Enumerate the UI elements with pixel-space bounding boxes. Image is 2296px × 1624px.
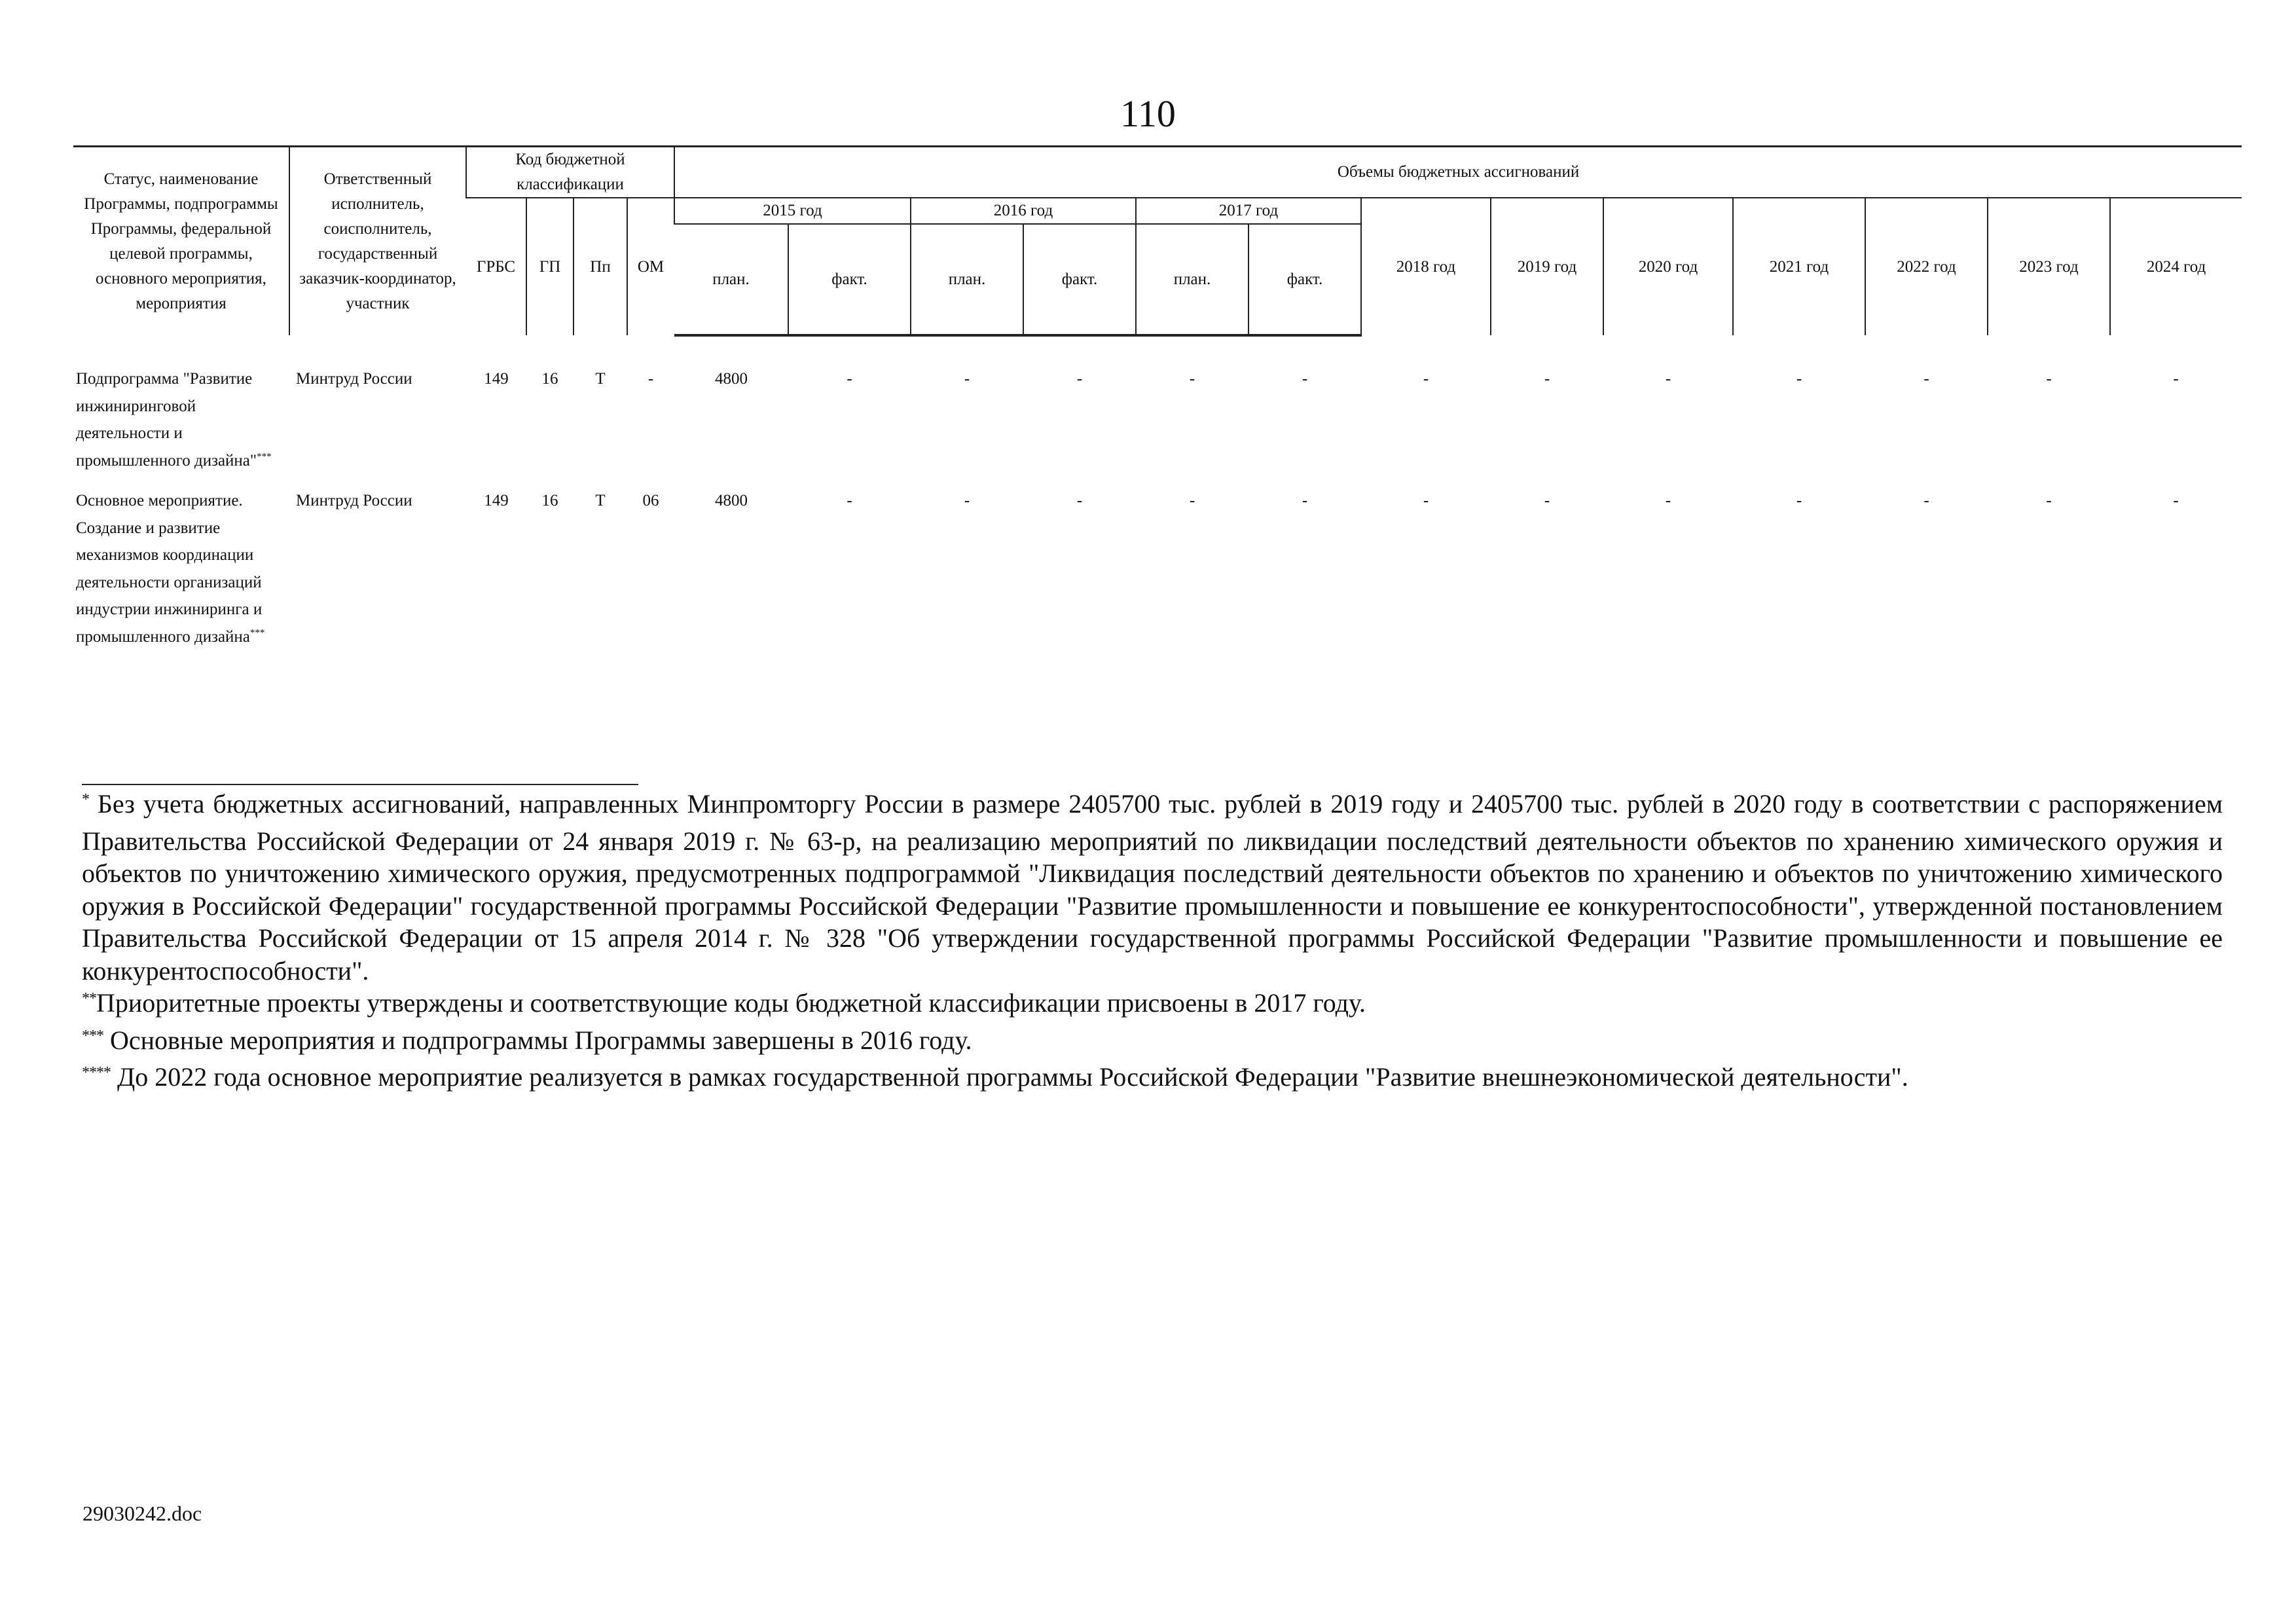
row-value: -: [1544, 492, 1550, 509]
row-om: 06: [642, 492, 659, 509]
row-value: -: [964, 492, 970, 509]
header-status: Статус, наименование Программы, подпрограммы Программы, федеральной целевой программы, основного мероприятия, мероприятия: [73, 147, 289, 336]
row-executor: Минтруд России: [296, 492, 412, 509]
header-2015-plan: план.: [674, 224, 788, 335]
document-filename: 29030242.doc: [82, 1502, 202, 1525]
footnote-3: *** Основные мероприятия и подпрограммы Программы завершены в 2016 году.: [82, 1025, 972, 1055]
row-value: -: [2173, 370, 2179, 388]
header-gp: ГП: [526, 198, 574, 335]
header-2017: 2017 год: [1136, 198, 1361, 224]
table-row: [73, 487, 2242, 650]
header-2018: 2018 год: [1361, 198, 1491, 335]
header-2016-plan: план.: [911, 224, 1023, 335]
row-value: -: [1076, 370, 1083, 388]
row-value: -: [1796, 370, 1802, 388]
header-2016-fact: факт.: [1023, 224, 1136, 335]
row-value: 4800: [715, 492, 748, 509]
page-number: 110: [1120, 92, 1176, 135]
row-value: -: [1189, 370, 1195, 388]
row-value: -: [1544, 370, 1550, 388]
header-volumes: Объемы бюджетных ассигнований: [674, 147, 2242, 198]
row-value: -: [1923, 370, 1929, 388]
row-value: -: [1076, 492, 1083, 509]
header-pp: Пп: [574, 198, 627, 335]
header-2023: 2023 год: [1988, 198, 2110, 335]
row-name: Подпрограмма "Развитие инжиниринговой деятельности и промышленного дизайна"***: [76, 370, 272, 470]
row-value: -: [847, 370, 852, 388]
header-2024: 2024 год: [2110, 198, 2242, 335]
row-gp: 16: [541, 370, 558, 388]
header-2020: 2020 год: [1603, 198, 1733, 335]
header-om: ОМ: [627, 198, 674, 335]
footnote-separator: [82, 784, 638, 785]
row-value: -: [1302, 492, 1308, 509]
header-2017-fact: факт.: [1248, 224, 1361, 335]
row-value: -: [1665, 370, 1671, 388]
footnote-4: **** До 2022 года основное мероприятие реализуется в рамках государственной программы Российской Федерации "Развитие внешнеэкономической деятельности".: [82, 1062, 1908, 1092]
row-value: -: [2046, 492, 2052, 509]
footnote-1: * Без учета бюджетных ассигнований, направленных Минпромторгу России в размере 2405700 тыс. рублей в 2019 году и 2405700 тыс. рублей в 2020 году в соответствии с распоряжением Правительства Российской Федерации от 24 января 2019 г. № 63-р, на реализацию мероприятий по ликвидации последствий деятельности объектов по хранению химического оружия и объектов по уничтожению химического оружия, предусмотренных подпрограммой "Ликвидация последствий деятельности объектов по хранению и объектов по уничтожению химического оружия в Российской Федерации" государственной программы Российской Федерации "Развитие промышленности и повышение ее конкурентоспособности", утвержденной постановлением Правительства Российской Федерации от 15 апреля 2014 г. № 328 "Об утверждении государственной программы Российской Федерации "Развитие промышленности и повышение ее конкурентоспособности".: [82, 789, 2223, 986]
row-grbs: 149: [484, 370, 509, 388]
row-value: -: [1302, 370, 1308, 388]
header-executor: Ответственный исполнитель, соисполнитель, государственный заказчик-координатор, участник: [289, 147, 466, 336]
header-2015-fact: факт.: [788, 224, 911, 335]
row-value: -: [1796, 492, 1802, 509]
header-2019: 2019 год: [1491, 198, 1603, 335]
row-pp: Т: [595, 370, 606, 388]
header-grbs: ГРБС: [466, 198, 526, 335]
row-gp: 16: [541, 492, 558, 509]
row-value: -: [1189, 492, 1195, 509]
header-2016: 2016 год: [911, 198, 1136, 224]
row-grbs: 149: [484, 492, 509, 509]
header-2015: 2015 год: [674, 198, 911, 224]
header-2022: 2022 год: [1865, 198, 1988, 335]
row-om: -: [647, 370, 654, 388]
budget-table: [73, 145, 2242, 650]
footnote-2: **Приоритетные проекты утверждены и соответствующие коды бюджетной классификации присвоены в 2017 году.: [82, 988, 1366, 1018]
row-value: -: [1665, 492, 1671, 509]
footnotes: [82, 788, 2223, 1098]
row-value: -: [1423, 370, 1429, 388]
table-row: [73, 365, 2242, 474]
header-2017-plan: план.: [1136, 224, 1248, 335]
row-name: Основное мероприятие. Создание и развитие механизмов координации деятельности организаций индустрии инжиниринга и промышленного дизайна***: [76, 492, 265, 646]
header-2021: 2021 год: [1733, 198, 1865, 335]
row-value: 4800: [715, 370, 748, 388]
row-pp: Т: [595, 492, 606, 509]
row-executor: Минтруд России: [296, 370, 412, 388]
row-value: -: [1423, 492, 1429, 509]
row-value: -: [2046, 370, 2052, 388]
row-value: -: [1923, 492, 1929, 509]
row-value: -: [847, 492, 852, 509]
row-value: -: [2173, 492, 2179, 509]
row-value: -: [964, 370, 970, 388]
header-budget-code: Код бюджетной классификации: [466, 147, 674, 198]
